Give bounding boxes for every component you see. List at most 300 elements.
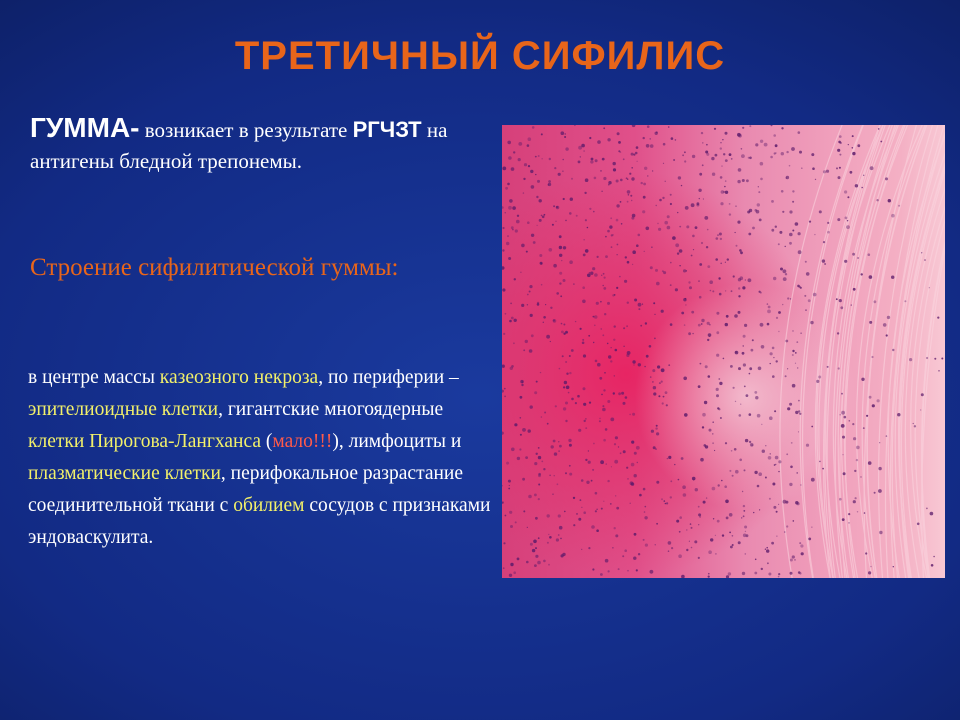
desc-part-3: , гигантские многоядерные (218, 399, 444, 420)
cell-nucleus (738, 287, 740, 289)
cell-nucleus (652, 369, 655, 372)
cell-nucleus (670, 284, 672, 286)
cell-nucleus (679, 226, 681, 228)
cell-nucleus (791, 442, 793, 444)
cell-nucleus (857, 511, 858, 512)
desc-part-2: , по периферии – (318, 367, 459, 388)
cell-nucleus (868, 253, 871, 256)
cell-nucleus (548, 564, 550, 566)
cell-nucleus (860, 476, 861, 477)
cell-nucleus (707, 339, 709, 341)
cell-nucleus (804, 295, 806, 297)
cell-nucleus (583, 511, 586, 514)
cell-nucleus (781, 190, 784, 193)
cell-nucleus (879, 442, 880, 443)
cell-nucleus (621, 223, 623, 225)
cell-nucleus (563, 279, 566, 282)
cell-nucleus (627, 261, 630, 264)
cell-nucleus (621, 392, 624, 395)
cell-nucleus (682, 485, 686, 489)
cell-nucleus (703, 198, 704, 199)
cell-nucleus (678, 554, 682, 558)
cell-nucleus (521, 304, 524, 307)
cell-nucleus (586, 481, 589, 484)
cell-nucleus (530, 543, 533, 546)
cell-nucleus (524, 163, 527, 166)
cell-nucleus (612, 294, 614, 296)
cell-nucleus (656, 432, 659, 435)
cell-nucleus (769, 498, 771, 500)
cell-nucleus (699, 296, 702, 299)
cell-nucleus (792, 190, 794, 192)
cell-nucleus (699, 263, 702, 266)
cell-nucleus (734, 448, 737, 451)
cell-nucleus (533, 241, 536, 244)
cell-nucleus (528, 495, 532, 499)
cell-nucleus (630, 503, 631, 504)
cell-nucleus (565, 220, 567, 222)
cell-nucleus (653, 302, 655, 304)
cell-nucleus (504, 388, 506, 390)
cell-nucleus (665, 503, 667, 505)
cell-nucleus (589, 402, 591, 404)
cell-nucleus (869, 321, 872, 324)
cell-nucleus (836, 298, 838, 300)
cell-nucleus (614, 375, 615, 376)
cell-nucleus (711, 157, 714, 160)
cell-nucleus (758, 472, 762, 476)
cell-nucleus (571, 398, 574, 401)
cell-nucleus (735, 401, 736, 402)
cell-nucleus (664, 221, 668, 225)
highlight-epithelioid-cells: эпителиоидные клетки (28, 399, 219, 420)
cell-nucleus (730, 365, 733, 368)
cell-nucleus (654, 338, 656, 340)
cell-nucleus (814, 234, 815, 235)
cell-nucleus (792, 230, 794, 232)
desc-part-7: сосудов с признаками эндоваскулита. (28, 495, 491, 548)
cell-nucleus (868, 461, 872, 465)
cell-nucleus (716, 388, 719, 391)
cell-nucleus (610, 217, 612, 219)
cell-nucleus (553, 205, 555, 207)
cell-nucleus (507, 235, 509, 237)
cell-nucleus (583, 150, 585, 152)
cell-nucleus (627, 201, 629, 203)
structure-subheading: Строение сифилитической гуммы: (30, 254, 399, 281)
cell-nucleus (838, 176, 841, 179)
cell-nucleus (528, 165, 530, 167)
cell-nucleus (559, 445, 562, 448)
cell-nucleus (639, 494, 642, 497)
cell-nucleus (708, 573, 710, 575)
cell-nucleus (720, 238, 722, 240)
cell-nucleus (702, 426, 704, 428)
cell-nucleus (698, 280, 699, 281)
cell-nucleus (741, 517, 742, 518)
cell-nucleus (553, 319, 555, 321)
desc-part-4: ( (261, 431, 273, 452)
cell-nucleus (757, 414, 761, 418)
cell-nucleus (541, 284, 543, 286)
cell-nucleus (808, 538, 811, 541)
highlight-few: мало!!! (272, 431, 333, 452)
cell-nucleus (783, 269, 787, 273)
cell-nucleus (650, 570, 654, 574)
cell-nucleus (679, 531, 681, 533)
cell-nucleus (741, 154, 745, 158)
cell-nucleus (530, 170, 533, 173)
cell-nucleus (594, 325, 596, 327)
cell-nucleus (597, 363, 601, 367)
cell-nucleus (573, 283, 574, 284)
cell-nucleus (780, 268, 783, 271)
cell-nucleus (677, 212, 678, 213)
cell-nucleus (878, 128, 880, 130)
cell-nucleus (738, 311, 741, 314)
cell-nucleus (607, 343, 609, 345)
cell-nucleus (745, 531, 746, 532)
cell-nucleus (583, 254, 586, 257)
cell-nucleus (852, 135, 854, 137)
cell-nucleus (670, 323, 673, 326)
cell-nucleus (719, 382, 722, 385)
cell-nucleus (774, 464, 776, 466)
cell-nucleus (565, 133, 566, 134)
cell-nucleus (681, 457, 684, 460)
cell-nucleus (561, 554, 564, 557)
cell-nucleus (714, 128, 716, 130)
cell-nucleus (840, 414, 841, 415)
cell-nucleus (929, 287, 930, 288)
cell-nucleus (613, 392, 615, 394)
cell-nucleus (521, 384, 523, 386)
cell-nucleus (560, 538, 562, 540)
cell-nucleus (638, 308, 640, 310)
cell-nucleus (505, 212, 506, 213)
cell-nucleus (627, 570, 629, 572)
cell-nucleus (609, 225, 612, 228)
cell-nucleus (771, 542, 774, 545)
cell-nucleus (708, 550, 712, 554)
cell-nucleus (565, 472, 567, 474)
cell-nucleus (706, 153, 709, 156)
cell-nucleus (783, 277, 787, 281)
cell-nucleus (670, 496, 672, 498)
cell-nucleus (760, 162, 764, 166)
cell-nucleus (678, 479, 680, 481)
cell-nucleus (704, 216, 708, 220)
cell-nucleus (601, 191, 602, 192)
cell-nucleus (748, 233, 751, 236)
cell-nucleus (616, 204, 619, 207)
cell-nucleus (843, 472, 846, 475)
cell-nucleus (809, 221, 811, 223)
cell-nucleus (847, 220, 848, 221)
cell-nucleus (531, 234, 534, 237)
cell-nucleus (685, 304, 686, 305)
cell-nucleus (699, 173, 702, 176)
cell-nucleus (735, 470, 739, 474)
cell-nucleus (716, 354, 719, 357)
cell-nucleus (623, 402, 626, 405)
cell-nucleus (607, 302, 610, 305)
cell-nucleus (852, 147, 854, 149)
cell-nucleus (561, 323, 563, 325)
cell-nucleus (643, 137, 645, 139)
cell-nucleus (592, 469, 594, 471)
cell-nucleus (508, 480, 511, 483)
cell-nucleus (673, 159, 675, 161)
cell-nucleus (511, 226, 514, 229)
cell-nucleus (546, 335, 550, 339)
cell-nucleus (636, 569, 638, 571)
cell-nucleus (732, 475, 734, 477)
cell-nucleus (580, 156, 581, 157)
cell-nucleus (852, 152, 855, 155)
cell-nucleus (658, 228, 661, 231)
cell-nucleus (554, 475, 555, 476)
cell-nucleus (599, 420, 601, 422)
cell-nucleus (765, 477, 767, 479)
cell-nucleus (615, 534, 618, 537)
cell-nucleus (582, 339, 584, 341)
cell-nucleus (520, 396, 523, 399)
cell-nucleus (632, 250, 636, 254)
cell-nucleus (721, 480, 723, 482)
cell-nucleus (730, 546, 733, 549)
cell-nucleus (600, 170, 602, 172)
cell-nucleus (634, 474, 637, 477)
cell-nucleus (839, 135, 842, 138)
cell-nucleus (742, 179, 745, 182)
cell-nucleus (787, 407, 790, 410)
cell-nucleus (768, 456, 772, 460)
cell-nucleus (538, 456, 541, 459)
cell-nucleus (782, 304, 783, 305)
cell-nucleus (502, 249, 504, 251)
definition-text-1: возникает в результате (139, 118, 353, 142)
cell-nucleus (640, 325, 642, 327)
cell-nucleus (638, 234, 641, 237)
cell-nucleus (559, 254, 562, 257)
cell-nucleus (585, 418, 586, 419)
cell-nucleus (642, 210, 645, 213)
cell-nucleus (716, 331, 719, 334)
cell-nucleus (645, 322, 647, 324)
cell-nucleus (757, 203, 760, 206)
cell-nucleus (517, 558, 520, 561)
cell-nucleus (644, 516, 647, 519)
cell-nucleus (526, 251, 528, 253)
cell-nucleus (525, 340, 528, 343)
cell-nucleus (505, 313, 507, 315)
cell-nucleus (545, 304, 546, 305)
cell-nucleus (541, 263, 543, 265)
cell-nucleus (853, 500, 856, 503)
cell-nucleus (570, 198, 573, 201)
cell-nucleus (565, 331, 568, 334)
highlight-pirogov-langhans-cells: клетки Пирогова-Лангханса (28, 431, 261, 452)
cell-nucleus (772, 375, 775, 378)
cell-nucleus (653, 392, 656, 395)
cell-nucleus (600, 573, 603, 576)
cell-nucleus (663, 396, 665, 398)
cell-nucleus (671, 137, 674, 140)
cell-nucleus (768, 573, 771, 576)
cell-nucleus (725, 132, 728, 135)
cell-nucleus (585, 219, 587, 221)
cell-nucleus (733, 387, 735, 389)
cell-nucleus (536, 196, 538, 198)
cell-nucleus (617, 132, 620, 135)
cell-nucleus (528, 137, 532, 141)
cell-nucleus (683, 377, 687, 381)
cell-nucleus (605, 255, 608, 258)
cell-nucleus (743, 363, 746, 366)
cell-nucleus (591, 480, 593, 482)
cell-nucleus (668, 456, 671, 459)
cell-nucleus (798, 431, 799, 432)
cell-nucleus (759, 219, 762, 222)
cell-nucleus (534, 494, 537, 497)
cell-nucleus (555, 221, 556, 222)
cell-nucleus (679, 265, 680, 266)
cell-nucleus (541, 215, 543, 217)
cell-nucleus (631, 441, 634, 444)
cell-nucleus (787, 368, 788, 369)
cell-nucleus (703, 501, 706, 504)
cell-nucleus (698, 324, 701, 327)
cell-nucleus (539, 199, 542, 202)
cell-nucleus (550, 341, 551, 342)
cell-nucleus (588, 547, 590, 549)
cell-nucleus (512, 206, 516, 210)
cell-nucleus (656, 481, 659, 484)
cell-nucleus (698, 557, 700, 559)
cell-nucleus (926, 357, 928, 359)
cell-nucleus (705, 445, 708, 448)
cell-nucleus (795, 363, 796, 364)
cell-nucleus (652, 170, 653, 171)
cell-nucleus (683, 298, 686, 301)
cell-nucleus (743, 515, 745, 517)
cell-nucleus (757, 485, 760, 488)
highlight-abundance: обилием (233, 495, 305, 516)
cell-nucleus (595, 510, 597, 512)
cell-nucleus (665, 181, 666, 182)
cell-nucleus (544, 214, 546, 216)
cell-nucleus (826, 170, 829, 173)
cell-nucleus (869, 275, 873, 279)
cell-nucleus (510, 303, 512, 305)
cell-nucleus (543, 560, 546, 563)
cell-nucleus (624, 549, 627, 552)
cell-nucleus (623, 346, 624, 347)
cell-nucleus (870, 166, 874, 170)
cell-nucleus (784, 531, 786, 533)
cell-nucleus (535, 174, 536, 175)
cell-nucleus (738, 367, 741, 370)
cell-nucleus (592, 267, 595, 270)
cell-nucleus (724, 485, 727, 488)
cell-nucleus (845, 217, 848, 220)
cell-nucleus (806, 272, 810, 276)
cell-nucleus (738, 295, 740, 297)
cell-nucleus (517, 215, 519, 217)
cell-nucleus (717, 234, 718, 235)
cell-nucleus (623, 327, 625, 329)
cell-nucleus (509, 574, 512, 577)
cell-nucleus (563, 407, 566, 410)
cell-nucleus (601, 508, 603, 510)
cell-nucleus (691, 547, 693, 549)
cell-nucleus (626, 325, 628, 327)
cell-nucleus (741, 148, 743, 150)
cell-nucleus (502, 227, 504, 229)
cell-nucleus (662, 197, 664, 199)
cell-nucleus (532, 126, 535, 129)
cell-nucleus (738, 278, 741, 281)
cell-nucleus (656, 425, 658, 427)
cell-nucleus (744, 469, 746, 471)
cell-nucleus (636, 146, 639, 149)
cell-nucleus (647, 175, 648, 176)
cell-nucleus (515, 521, 517, 523)
cell-nucleus (515, 229, 518, 232)
cell-nucleus (581, 144, 585, 148)
cell-nucleus (526, 561, 529, 564)
cell-nucleus (656, 205, 657, 206)
cell-nucleus (637, 462, 638, 463)
cell-nucleus (644, 251, 645, 252)
cell-nucleus (602, 334, 604, 336)
cell-nucleus (637, 161, 638, 162)
cell-nucleus (725, 442, 727, 444)
cell-nucleus (698, 506, 700, 508)
cell-nucleus (541, 461, 543, 463)
cell-nucleus (778, 243, 780, 245)
cell-nucleus (559, 282, 561, 284)
cell-nucleus (863, 427, 865, 429)
cell-nucleus (593, 316, 595, 318)
cell-nucleus (535, 547, 537, 549)
cell-nucleus (634, 533, 637, 536)
cell-nucleus (852, 253, 855, 256)
cell-nucleus (559, 235, 562, 238)
cell-nucleus (573, 524, 575, 526)
cell-nucleus (719, 233, 722, 236)
cell-nucleus (865, 552, 867, 554)
cell-nucleus (532, 549, 535, 552)
cell-nucleus (671, 547, 673, 549)
cell-nucleus (691, 311, 694, 314)
cell-nucleus (731, 450, 733, 452)
cell-nucleus (633, 364, 634, 365)
cell-nucleus (550, 307, 552, 309)
cell-nucleus (769, 416, 773, 420)
cell-nucleus (632, 214, 636, 218)
cell-nucleus (661, 498, 663, 500)
cell-nucleus (658, 395, 660, 397)
cell-nucleus (518, 142, 522, 146)
cell-nucleus (519, 448, 521, 450)
histology-image (502, 125, 945, 578)
cell-nucleus (585, 459, 587, 461)
cell-nucleus (841, 393, 843, 395)
cell-nucleus (537, 561, 541, 565)
cell-nucleus (738, 168, 742, 172)
